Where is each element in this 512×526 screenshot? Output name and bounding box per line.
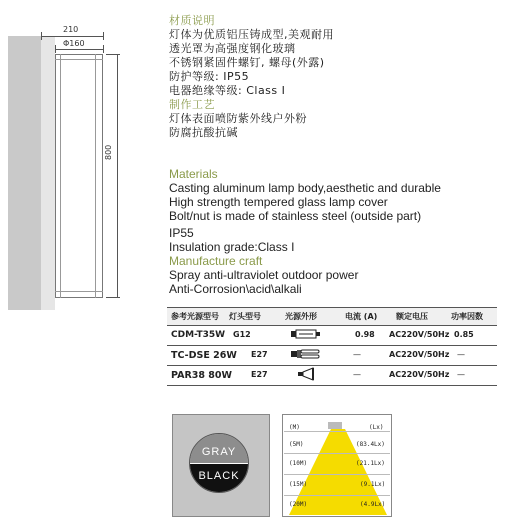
cell-current: 0.98 — [355, 330, 375, 339]
table-rule — [167, 325, 497, 326]
dim-tick — [103, 45, 104, 53]
dim-tick — [106, 297, 120, 298]
dim-line-outer — [41, 36, 103, 37]
col-header: 电流 (A) — [345, 312, 378, 321]
cell-pf: 0.85 — [454, 330, 474, 339]
distance-label: (15M) — [289, 481, 308, 488]
spec-line: Casting aluminum lamp body,aesthetic and durable — [169, 181, 441, 195]
col-header: 灯头型号 — [229, 312, 261, 321]
finish-swatch — [189, 433, 249, 493]
craft-line: Spray anti-ultraviolet outdoor power — [169, 268, 359, 282]
cell-model: PAR38 80W — [171, 370, 232, 381]
lamp-bottom-cap — [55, 291, 103, 298]
cell-voltage: AC220V/50Hz — [389, 350, 450, 359]
dim-line-height — [117, 54, 118, 298]
spec-line: Insulation grade:Class I — [169, 240, 295, 254]
dim-tick — [41, 32, 42, 40]
dim-line-inner — [55, 49, 103, 50]
bulb-par-icon — [297, 367, 321, 381]
distance-label: (10M) — [289, 460, 308, 467]
table-rule — [167, 345, 497, 346]
craft-line: 防腐抗酸抗碱 — [169, 126, 238, 139]
wall-mount-plate — [41, 36, 55, 310]
craft-line: Anti-Corrosion\acid\alkali — [169, 282, 302, 296]
lux-label: (4.9Lx) — [360, 501, 386, 508]
dim-tick — [55, 45, 56, 53]
spec-line: 防护等级: IP55 — [169, 70, 250, 83]
spec-line: 不锈钢紧固件螺钉, 螺母(外露) — [169, 56, 325, 69]
spec-line: High strength tempered glass lamp cover — [169, 195, 388, 209]
col-header: 参考光源型号 — [171, 312, 219, 321]
col-header: 功率因数 — [451, 312, 483, 321]
grid-line — [284, 431, 390, 432]
dim-tick — [106, 54, 120, 55]
cell-base: E27 — [251, 370, 268, 379]
dim-height-label: 800 — [104, 144, 113, 160]
grid-line — [284, 474, 390, 475]
materials-heading-en: Materials — [169, 167, 218, 181]
swatch-divider — [190, 463, 248, 464]
craft-heading-cn: 制作工艺 — [169, 98, 215, 111]
gray-label: GRAY — [201, 446, 237, 458]
cell-model: TC-DSE 26W — [171, 350, 237, 361]
lux-label: (83.4Lx) — [356, 441, 385, 448]
table-rule — [167, 307, 497, 308]
black-label: BLACK — [198, 470, 240, 482]
cell-voltage: AC220V/50Hz — [389, 370, 450, 379]
grid-line — [284, 453, 390, 454]
spec-line: Bolt/nut is made of stainless steel (outside part) — [169, 209, 422, 223]
bulb-tc-icon — [290, 347, 322, 361]
dim-tick — [103, 32, 104, 40]
grid-line — [284, 495, 390, 496]
cell-base: G12 — [233, 330, 251, 339]
cell-current: — — [353, 350, 361, 359]
distance-label: (20M) — [289, 501, 308, 508]
cell-current: — — [353, 370, 361, 379]
spec-line: 灯体为优质铝压铸成型,美观耐用 — [169, 28, 334, 41]
cell-base: E27 — [251, 350, 268, 359]
spec-line: 透光罩为高强度钢化玻璃 — [169, 42, 296, 55]
distance-header: (M) — [289, 424, 300, 431]
table-rule — [167, 365, 497, 366]
col-header: 光源外形 — [285, 312, 317, 321]
bulb-cdm-icon — [290, 327, 322, 341]
table-rule — [167, 385, 497, 386]
cell-pf: — — [457, 350, 465, 359]
cell-voltage: AC220V/50Hz — [389, 330, 450, 339]
cell-model: CDM-T35W — [171, 330, 226, 340]
specs-cn — [169, 14, 499, 140]
lux-header: (Lx) — [369, 424, 384, 431]
cell-pf: — — [457, 370, 465, 379]
specs-en — [169, 167, 509, 296]
lux-label: (9.1Lx) — [360, 481, 386, 488]
craft-heading-en: Manufacture craft — [169, 254, 263, 268]
dim-inner-label: Φ160 — [63, 39, 85, 48]
table-header — [167, 307, 497, 325]
materials-heading-cn: 材质说明 — [169, 14, 215, 27]
col-header: 额定电压 — [396, 312, 428, 321]
dim-outer-label: 210 — [63, 25, 79, 34]
lamp-glass — [60, 54, 96, 298]
wall-shade — [8, 36, 41, 310]
craft-line: 灯体表面喷防紫外线户外粉 — [169, 112, 307, 125]
distance-label: (5M) — [289, 441, 304, 448]
lux-label: (21.1Lx) — [356, 460, 385, 467]
spec-line: 电器绝缘等级: Class I — [169, 84, 286, 97]
spec-line: IP55 — [169, 226, 194, 240]
lamp-top-cap — [55, 54, 103, 60]
